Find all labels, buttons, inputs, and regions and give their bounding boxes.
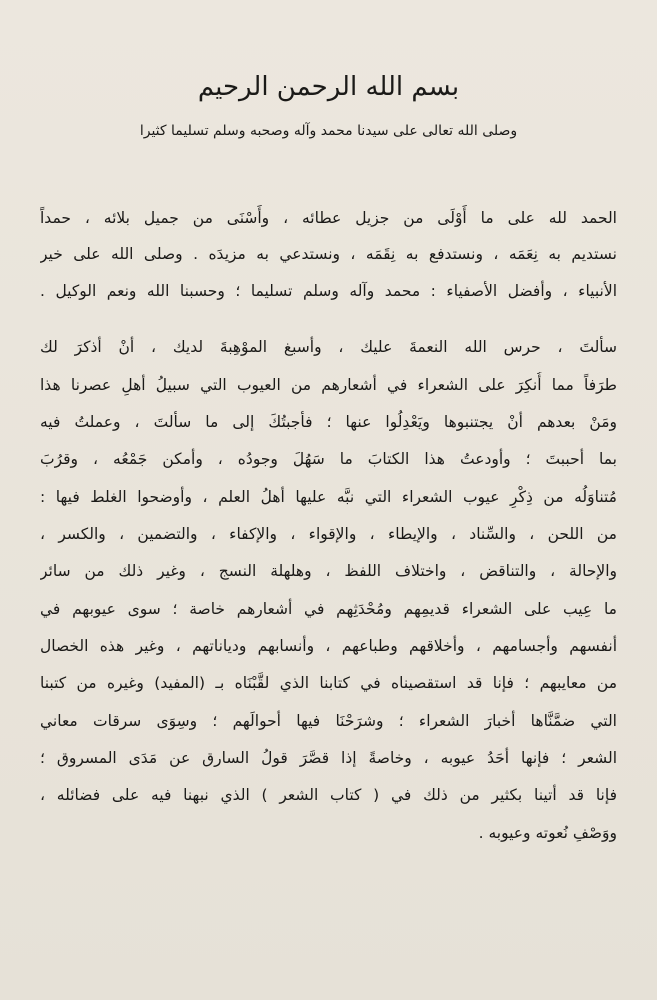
text-line: ما عِيب على الشعراء قديمِهم ومُحْدَثِهم في أشعارهم خاصة ؛ سوى عيوبهم في: [40, 600, 617, 618]
text-line: من اللحن ، والسِّناد ، والإيطاء ، والإقواء ، والإكفاء ، والتضمين ، والكسر ،: [40, 525, 617, 543]
text-line: فإنا قد أتينا بكثير من ذلك في ( كتاب الشعر ) الذي نبهنا فيه على فضائله ،: [40, 786, 617, 804]
salawat-line: وصلى الله تعالى على سيدنا محمد وآله وصحبه وسلم تسليما كثيرا: [139, 123, 518, 139]
text-line: الأنبياء ، وأفضل الأصفياء : محمد وآله وسلم تسليما ؛ وحسبنا الله ونعم الوكيل .: [40, 282, 617, 300]
basmala-heading: بسم الله الرحمن الرحيم: [197, 72, 460, 102]
text-line: أنفسهم وأجسامهم ، وأخلاقهم وطباعهم ، وأنسابهم ودياناتهم ، وغير هذه الخصال: [40, 637, 617, 655]
text-line: نستديم به نِعَمَه ، ونستدفع به نِقَمَه ، ونستدعي به مزيدَه . وصلى الله على خير: [40, 245, 617, 263]
text-line: مُتناوَلُه من ذِكْرِ عيوب الشعراء التي نبَّه عليها أهلُ العلم ، وأوضحوا الغلط فيها :: [40, 488, 617, 506]
text-line: سألتَ ، حرس الله النعمةَ عليك ، وأسبغ الموْهِبةَ لديك ، أنْ أذكرَ لك: [40, 338, 617, 356]
text-line: والإحالة ، والتناقض ، واختلاف اللفظ ، وهلهلة النسج ، وغير ذلك من سائر: [40, 562, 617, 580]
text-line: التي ضمَّنَّاها أخبارَ الشعراء ؛ وشرَحْنَا فيها أحوالَهم ؛ وسِوَى سرقات معاني: [40, 712, 617, 730]
text-line: ووَصْفِ نُعوته وعيوبه .: [478, 824, 617, 842]
text-line: من معايبهم ؛ فإنا قد استقصيناه في كتابنا الذي لقَّبْنَاه بـ (المفيد) وغيره من كتبنا: [40, 674, 617, 692]
text-line: الشعر ؛ فإنها أحَدُ عيوبه ، وخاصةً إذا قصَّرَ قولُ السارق عن مَدَى المسروق ؛: [40, 749, 617, 767]
text-line: الحمد لله على ما أَوْلَى من جزيل عطائه ، وأَسْنَى من جميل بلائه ، حمداً: [40, 209, 617, 227]
text-line: طرَفاً مما أُنكِرَ على الشعراء في أشعارهم من العيوب التي سبيلُ أهلِ عصرنا هذا: [40, 376, 617, 394]
text-line: بما أحببتَ ؛ وأودعتُ هذا الكتابَ ما سَهُلَ وجودُه ، وأمكن جَمْعُه ، وقرُبَ: [40, 450, 617, 468]
text-line: ومَنْ بعدهم أنْ يجتنبوها ويَعْدِلُوا عنها ؛ فأجبتُكَ إلى ما سألتَ ، وعملتُ فيه: [40, 413, 617, 431]
